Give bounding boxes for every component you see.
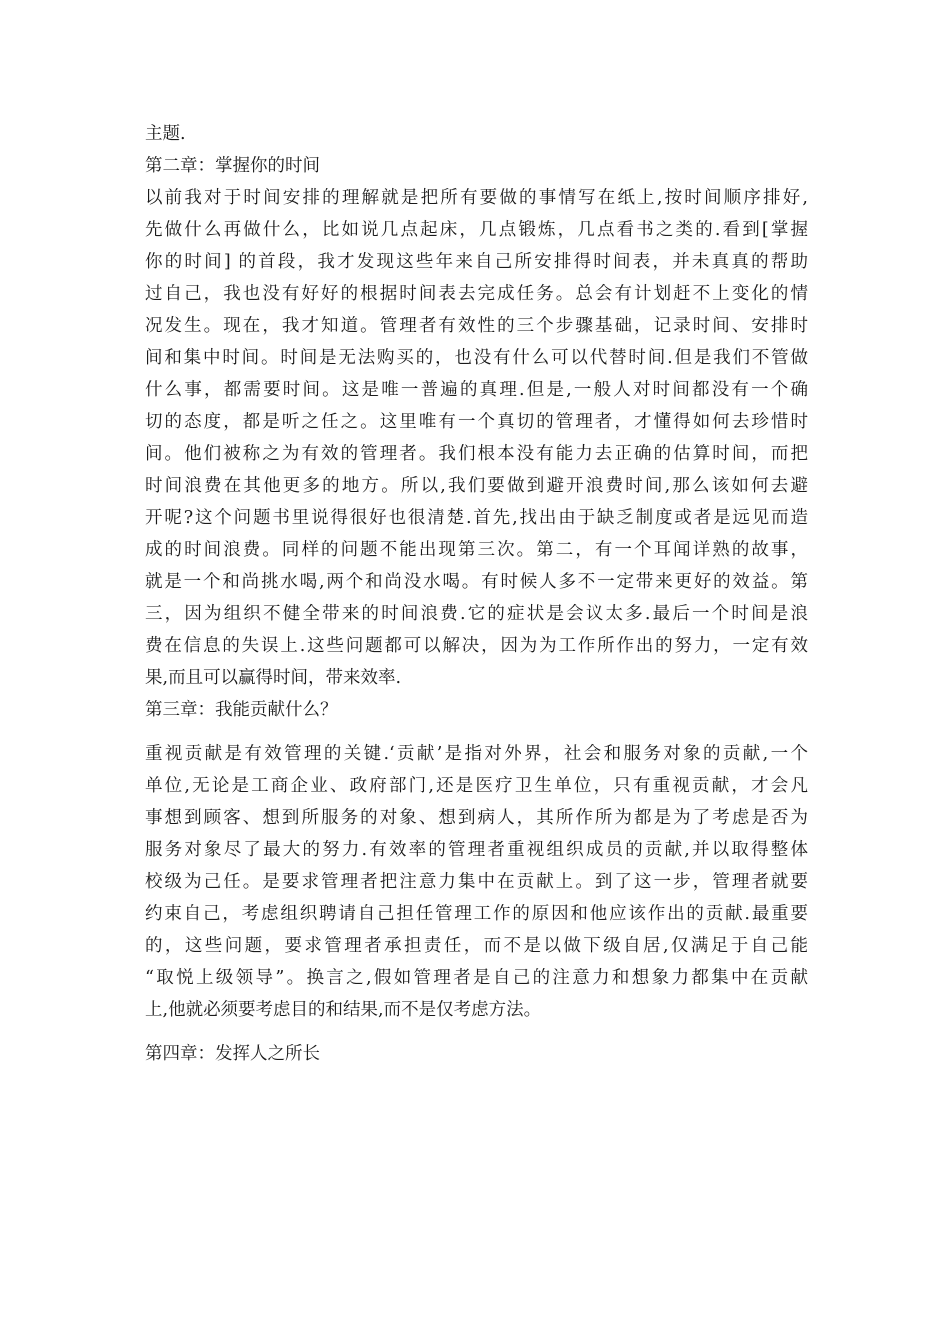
paragraph-line: 事想到顾客、想到所服务的对象、想到病人，其所作所为都是为了考虑是否为 <box>145 808 808 828</box>
spacer <box>145 726 808 738</box>
paragraph-line: 间。他们被称之为有效的管理者。我们根本没有能力去正确的估算时间，而把 <box>145 444 808 464</box>
paragraph-line: 时间浪费在其他更多的地方。所以,我们要做到避开浪费时间,那么该如何去避 <box>145 476 808 496</box>
paragraph-line: 就是一个和尚挑水喝,两个和尚没水喝。有时候人多不一定带来更好的效益。第 <box>145 572 808 592</box>
spacer <box>145 1026 808 1038</box>
chapter-2-heading: 第二章：掌握你的时间 <box>145 156 320 176</box>
chapter-3-paragraph <box>145 738 808 1026</box>
paragraph-line: 校级为己任。是要求管理者把注意力集中在贡献上。到了这一步，管理者就要 <box>145 872 808 892</box>
paragraph-line-last: 果,而且可以赢得时间，带来效率. <box>145 668 402 688</box>
paragraph-line: 的，这些问题，要求管理者承担责任，而不是以做下级自居,仅满足于自己能 <box>145 936 808 956</box>
paragraph-line: 重视贡献是有效管理的关键.‘贡献’是指对外界，社会和服务对象的贡献,一个 <box>145 744 808 764</box>
paragraph-line: “取悦上级领导”。换言之,假如管理者是自己的注意力和想象力都集中在贡献 <box>145 968 808 988</box>
document-body <box>145 118 808 1070</box>
paragraph-line: 费在信息的失误上.这些问题都可以解决，因为为工作所作出的努力，一定有效 <box>145 636 808 656</box>
paragraph-line: 三，因为组织不健全带来的时间浪费.它的症状是会议太多.最后一个时间是浪 <box>145 604 808 624</box>
paragraph-line: 成的时间浪费。同样的问题不能出现第三次。第二，有一个耳闻详熟的故事， <box>145 540 808 560</box>
intro-fragment: 主题. <box>145 124 186 144</box>
chapter-3-heading: 第三章：我能贡献什么？ <box>145 700 338 720</box>
paragraph-line: 开呢?这个问题书里说得很好也很清楚.首先,找出由于缺乏制度或者是远见而造 <box>145 508 808 528</box>
paragraph-line: 以前我对于时间安排的理解就是把所有要做的事情写在纸上,按时间顺序排好, <box>145 188 808 208</box>
paragraph-line: 间和集中时间。时间是无法购买的，也没有什么可以代替时间.但是我们不管做 <box>145 348 808 368</box>
chapter-4-heading: 第四章：发挥人之所长 <box>145 1044 320 1064</box>
paragraph-line: 什么事，都需要时间。这是唯一普遍的真理.但是,一般人对时间都没有一个确 <box>145 380 808 400</box>
paragraph-line-last: 上,他就必须要考虑目的和结果,而不是仅考虑方法。 <box>145 1000 542 1020</box>
paragraph-line: 先做什么再做什么，比如说几点起床，几点锻炼，几点看书之类的.看到[掌握 <box>145 220 808 240</box>
paragraph-line: 约束自己，考虑组织聘请自己担任管理工作的原因和他应该作出的贡献.最重要 <box>145 904 808 924</box>
paragraph-line: 单位,无论是工商企业、政府部门,还是医疗卫生单位，只有重视贡献，才会凡 <box>145 776 808 796</box>
paragraph-line: 服务对象尽了最大的努力.有效率的管理者重视组织成员的贡献,并以取得整体 <box>145 840 808 860</box>
paragraph-line: 过自己，我也没有好好的根据时间表去完成任务。总会有计划赶不上变化的情 <box>145 284 808 304</box>
paragraph-line: 你的时间] 的首段，我才发现这些年来自己所安排得时间表，并未真真的帮助 <box>145 252 808 272</box>
paragraph-line: 切的态度，都是听之任之。这里唯有一个真切的管理者，才懂得如何去珍惜时 <box>145 412 808 432</box>
chapter-2-paragraph <box>145 182 808 694</box>
paragraph-line: 况发生。现在，我才知道。管理者有效性的三个步骤基础，记录时间、安排时 <box>145 316 808 336</box>
